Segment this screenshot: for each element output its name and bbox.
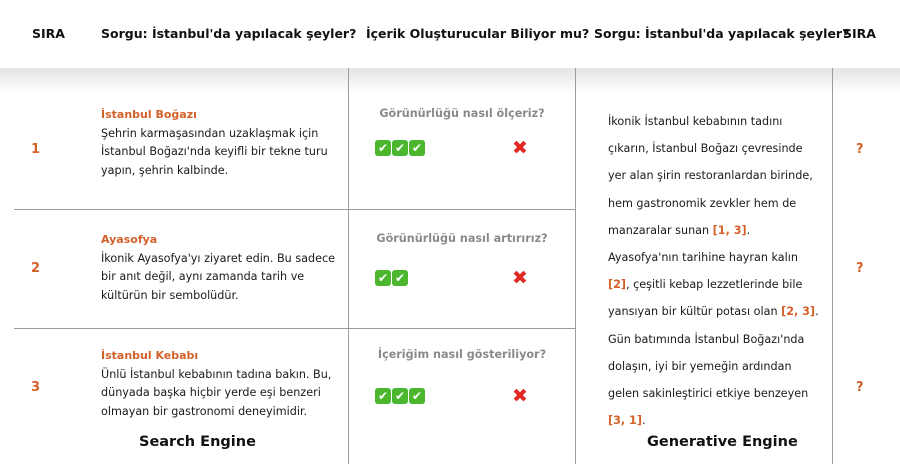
result-snippet: İkonik Ayasofya'yı ziyaret edin. Bu sadece bir anıt değil, aynı zamanda tarih ve kültürün bir sembolüdür. [101, 251, 336, 302]
check-marks [375, 388, 425, 404]
row-divider-2 [14, 328, 576, 329]
check-icon: ✔ [409, 140, 425, 156]
result-title[interactable]: İstanbul Kebabı [101, 349, 199, 362]
check-icon: ✔ [392, 270, 408, 286]
table-header [0, 0, 900, 68]
row-divider-1 [14, 209, 576, 210]
generative-engine-label: Generative Engine [647, 434, 798, 450]
question-text: Görünürlüğü nasıl ölçeriz? [379, 107, 545, 120]
cross-icon: ✖ [512, 385, 528, 407]
cross-icon: ✖ [512, 137, 528, 159]
check-marks [375, 270, 408, 286]
answer-text: , çeşitli kebap lezzetlerinde bile yansıyan bir kültür potası olan [608, 278, 803, 319]
column-divider-middle [575, 68, 576, 464]
check-icon: ✔ [409, 388, 425, 404]
question-text: İçeriğim nasıl gösteriliyor? [377, 348, 547, 361]
citation-link[interactable]: [2, 3] [781, 305, 816, 319]
rank-number: 1 [31, 142, 41, 157]
check-icon: ✔ [375, 140, 391, 156]
check-icon: ✔ [392, 388, 408, 404]
answer-text: . Ayasofya'nın tarihine hayran kalın [608, 223, 798, 265]
search-result[interactable] [101, 231, 345, 305]
unknown-rank: ? [856, 142, 864, 157]
check-icon: ✔ [392, 140, 408, 156]
header-middle: İçerik Oluşturucular Biliyor mu? [366, 26, 590, 41]
cross-icon: ✖ [512, 267, 528, 289]
citation-link[interactable]: [1, 3] [712, 223, 747, 237]
header-query-right: Sorgu: İstanbul'da yapılacak şeyler? [594, 26, 850, 41]
citation-link[interactable]: [2] [608, 278, 627, 292]
rank-number: 2 [31, 261, 41, 276]
result-title[interactable]: İstanbul Boğazı [101, 108, 197, 121]
check-icon: ✔ [375, 388, 391, 404]
result-title[interactable]: Ayasofya [101, 233, 158, 246]
search-result[interactable] [101, 347, 345, 421]
search-engine-label: Search Engine [139, 434, 256, 450]
rank-number: 3 [31, 380, 41, 395]
answer-text: . [641, 414, 646, 428]
header-shadow [0, 68, 900, 94]
result-snippet: Ünlü İstanbul kebabının tadına bakın. Bu, dünyada başka hiçbir yerde eşi benzeri olmayan bir gastronomi deneyimidir. [101, 367, 332, 418]
answer-text: . Gün batımında İstanbul Boğazı'nda dolaşın, iyi bir yemeğin ardından gelen sakinleştirici etkiye benzeyen [608, 305, 819, 401]
unknown-rank: ? [856, 380, 864, 395]
search-result[interactable] [101, 106, 345, 180]
header-rank-left: SIRA [32, 26, 65, 41]
question-text: Görünürlüğü nasıl artırırız? [376, 232, 548, 245]
column-divider-right [832, 68, 833, 464]
check-icon: ✔ [375, 270, 391, 286]
generative-answer [608, 108, 822, 434]
citation-link[interactable]: [3, 1] [608, 414, 642, 428]
header-rank-right: SIRA [843, 26, 876, 41]
answer-text: İkonik İstanbul kebabının tadını çıkarın, İstanbul Boğazı çevresinde yer alan şirin restoranlardan birinde, hem gastronomik zevkler hem de manzaralar sunan [608, 115, 813, 237]
column-divider-left [348, 68, 349, 464]
header-query-left: Sorgu: İstanbul'da yapılacak şeyler? [101, 26, 357, 41]
unknown-rank: ? [856, 261, 864, 276]
result-snippet: Şehrin karmaşasından uzaklaşmak için İstanbul Boğazı'nda keyifli bir tekne turu yapın, şehrin kalbinde. [101, 126, 328, 177]
check-marks [375, 140, 425, 156]
